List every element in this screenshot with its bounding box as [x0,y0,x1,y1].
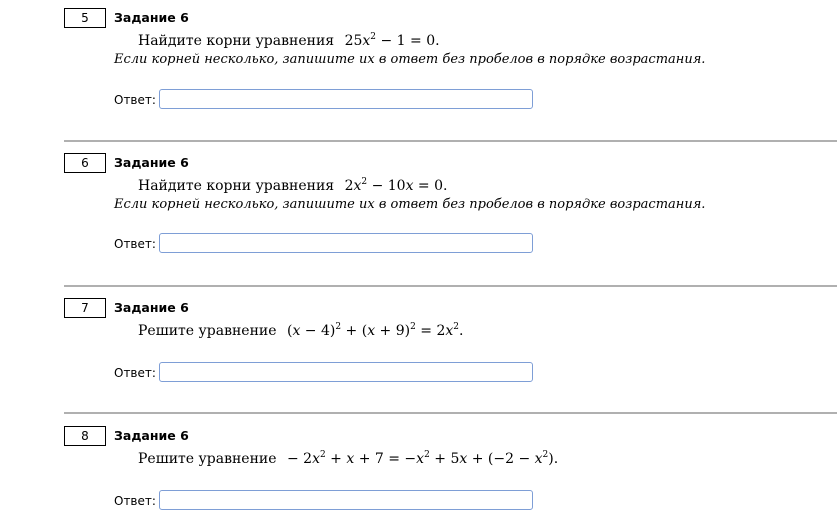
divider [64,140,837,142]
task-problem [138,323,463,339]
answer-input[interactable] [159,233,533,253]
task-note: Если корней несколько, запишите их в ответ без пробелов в порядке возрастания. [114,197,706,212]
task-number: 5 [64,8,106,28]
task-number: 7 [64,298,106,318]
divider [64,285,837,287]
task-title: Задание 6 [114,428,189,443]
task-title: Задание 6 [114,155,189,170]
task-prompt: Решите уравнение [138,451,277,467]
task-note: Если корней несколько, запишите их в ответ без пробелов в порядке возрастания. [114,52,706,67]
task-prompt: Найдите корни уравнения [138,178,335,194]
task-title: Задание 6 [114,10,189,25]
answer-label: Ответ: [114,237,156,251]
task-problem [138,33,440,49]
answer-label: Ответ: [114,494,156,508]
equation: $2x^2 - 10x = 0$. [344,177,448,194]
answer-input[interactable] [159,362,533,382]
answer-label: Ответ: [114,366,156,380]
divider [64,412,837,414]
task-prompt: Найдите корни уравнения [138,33,335,49]
task-problem [138,178,447,194]
equation: − $2x^2 + x + 7 = -x^2 + 5x + (-2 - x^2)$. [286,450,559,467]
answer-label: Ответ: [114,93,156,107]
task-prompt: Решите уравнение [138,323,277,339]
answer-input[interactable] [159,89,533,109]
equation: $(x - 4)^2 + (x + 9)^2 = 2x^2$. [286,322,464,339]
task-title: Задание 6 [114,300,189,315]
equation: $25x^2 - 1 = 0$. [344,32,440,49]
task-number: 6 [64,153,106,173]
answer-input[interactable] [159,490,533,510]
task-problem [138,451,558,467]
task-number: 8 [64,426,106,446]
